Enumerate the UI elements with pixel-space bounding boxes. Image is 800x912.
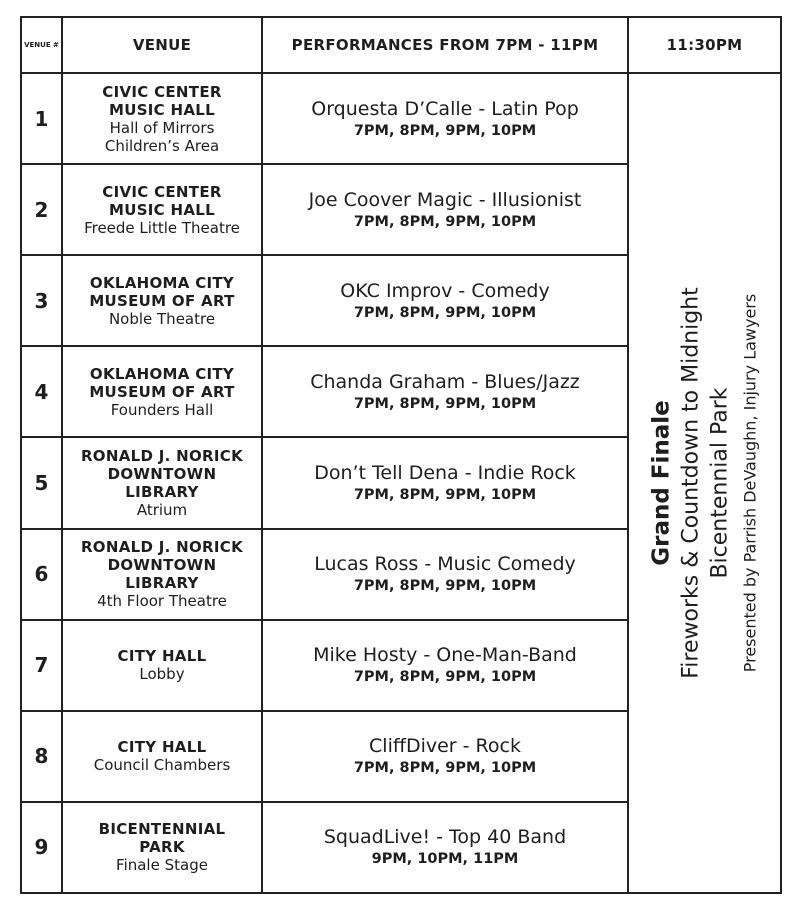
venue-number: 9 <box>21 802 62 893</box>
venue-name-line: CITY HALL <box>117 647 207 666</box>
header-row <box>21 17 781 73</box>
performer-title: SquadLive! - Top 40 Band <box>323 826 567 849</box>
performer-title: Don’t Tell Dena - Indie Rock <box>314 461 576 484</box>
performance-cell <box>262 346 628 437</box>
performance-cell <box>262 437 628 528</box>
venue-name-line: PARK <box>139 838 185 857</box>
venue-name-line: MUSIC HALL <box>108 100 215 119</box>
performance-cell <box>262 620 628 711</box>
venue-number: 3 <box>21 255 62 346</box>
finale-sponsor: Presented by Parrish DeVaughn, Injury Lawyers <box>740 293 759 673</box>
venue-name-line: CITY HALL <box>117 738 207 757</box>
grand-finale-text <box>646 133 763 833</box>
performer-title: Mike Hosty - One-Man-Band <box>313 644 577 667</box>
performer-title: Orquesta D’Calle - Latin Pop <box>311 97 579 120</box>
venue-room: Atrium <box>136 500 188 519</box>
venue-name-line: RONALD J. NORICK <box>80 538 244 557</box>
venue-room: Founders Hall <box>110 400 214 419</box>
venue-room: Finale Stage <box>116 856 208 875</box>
venue-name-line: CIVIC CENTER <box>102 82 222 101</box>
finale-title: Grand Finale <box>648 400 674 566</box>
show-times: 7PM, 8PM, 9PM, 10PM <box>353 760 537 777</box>
venue-name-line: DOWNTOWN <box>107 556 217 575</box>
show-times: 7PM, 8PM, 9PM, 10PM <box>353 213 537 230</box>
venue-cell <box>62 529 262 620</box>
venue-room: 4th Floor Theatre <box>97 592 227 611</box>
venue-name-line: DOWNTOWN <box>107 464 217 483</box>
performer-title: Joe Coover Magic - Illusionist <box>308 188 582 211</box>
show-times: 7PM, 8PM, 9PM, 10PM <box>353 395 537 412</box>
finale-location: Bicentennial Park <box>707 387 732 579</box>
venue-room: Council Chambers <box>93 756 231 775</box>
venue-room: Lobby <box>139 665 185 684</box>
show-times: 7PM, 8PM, 9PM, 10PM <box>353 669 537 686</box>
performer-title: OKC Improv - Comedy <box>340 279 550 302</box>
performer-title: Chanda Graham - Blues/Jazz <box>310 370 580 393</box>
venue-name-line: LIBRARY <box>125 482 199 501</box>
venue-cell <box>62 620 262 711</box>
venue-header: VENUE <box>62 17 262 73</box>
venue-cell <box>62 255 262 346</box>
venue-number: 4 <box>21 346 62 437</box>
venue-room: Noble Theatre <box>108 309 216 328</box>
performances-header: PERFORMANCES FROM 7PM - 11PM <box>262 17 628 73</box>
venue-cell <box>62 73 262 164</box>
venue-room: Freede Little Theatre <box>84 218 240 237</box>
performance-cell <box>262 802 628 893</box>
finale-event: Fireworks & Countdown to Midnight <box>678 287 703 679</box>
show-times: 7PM, 8PM, 9PM, 10PM <box>353 122 537 139</box>
performance-cell <box>262 73 628 164</box>
performance-cell <box>262 255 628 346</box>
grand-finale-cell <box>628 73 781 893</box>
venue-name-line: OKLAHOMA CITY <box>89 273 235 292</box>
venue-cell <box>62 164 262 255</box>
venue-number: 1 <box>21 73 62 164</box>
show-times: 9PM, 10PM, 11PM <box>371 851 519 868</box>
venue-cell <box>62 437 262 528</box>
venue-name-line: MUSEUM OF ART <box>89 382 235 401</box>
venue-cell <box>62 346 262 437</box>
venue-cell <box>62 802 262 893</box>
venue-room: Hall of Mirrors <box>109 118 215 137</box>
venue-name-line: OKLAHOMA CITY <box>89 364 235 383</box>
performance-cell <box>262 711 628 802</box>
venue-name-line: LIBRARY <box>125 574 199 593</box>
venue-number: 6 <box>21 529 62 620</box>
performance-cell <box>262 164 628 255</box>
schedule-body <box>21 73 781 893</box>
table-row <box>21 73 781 164</box>
venue-name-line: MUSEUM OF ART <box>89 291 235 310</box>
venue-room: Children’s Area <box>104 136 220 155</box>
venue-number: 2 <box>21 164 62 255</box>
show-times: 7PM, 8PM, 9PM, 10PM <box>353 578 537 595</box>
performance-cell <box>262 529 628 620</box>
venue-name-line: BICENTENNIAL <box>98 820 226 839</box>
performer-title: Lucas Ross - Music Comedy <box>314 553 576 576</box>
venue-number-header: VENUE # <box>21 17 62 73</box>
venue-name-line: CIVIC CENTER <box>102 182 222 201</box>
schedule-table <box>20 16 782 894</box>
venue-name-line: MUSIC HALL <box>108 200 215 219</box>
venue-cell <box>62 711 262 802</box>
show-times: 7PM, 8PM, 9PM, 10PM <box>353 486 537 503</box>
venue-number: 7 <box>21 620 62 711</box>
performer-title: CliffDiver - Rock <box>369 735 521 758</box>
venue-number: 8 <box>21 711 62 802</box>
venue-number: 5 <box>21 437 62 528</box>
venue-name-line: RONALD J. NORICK <box>80 446 244 465</box>
late-show-header: 11:30PM <box>628 17 781 73</box>
show-times: 7PM, 8PM, 9PM, 10PM <box>353 304 537 321</box>
